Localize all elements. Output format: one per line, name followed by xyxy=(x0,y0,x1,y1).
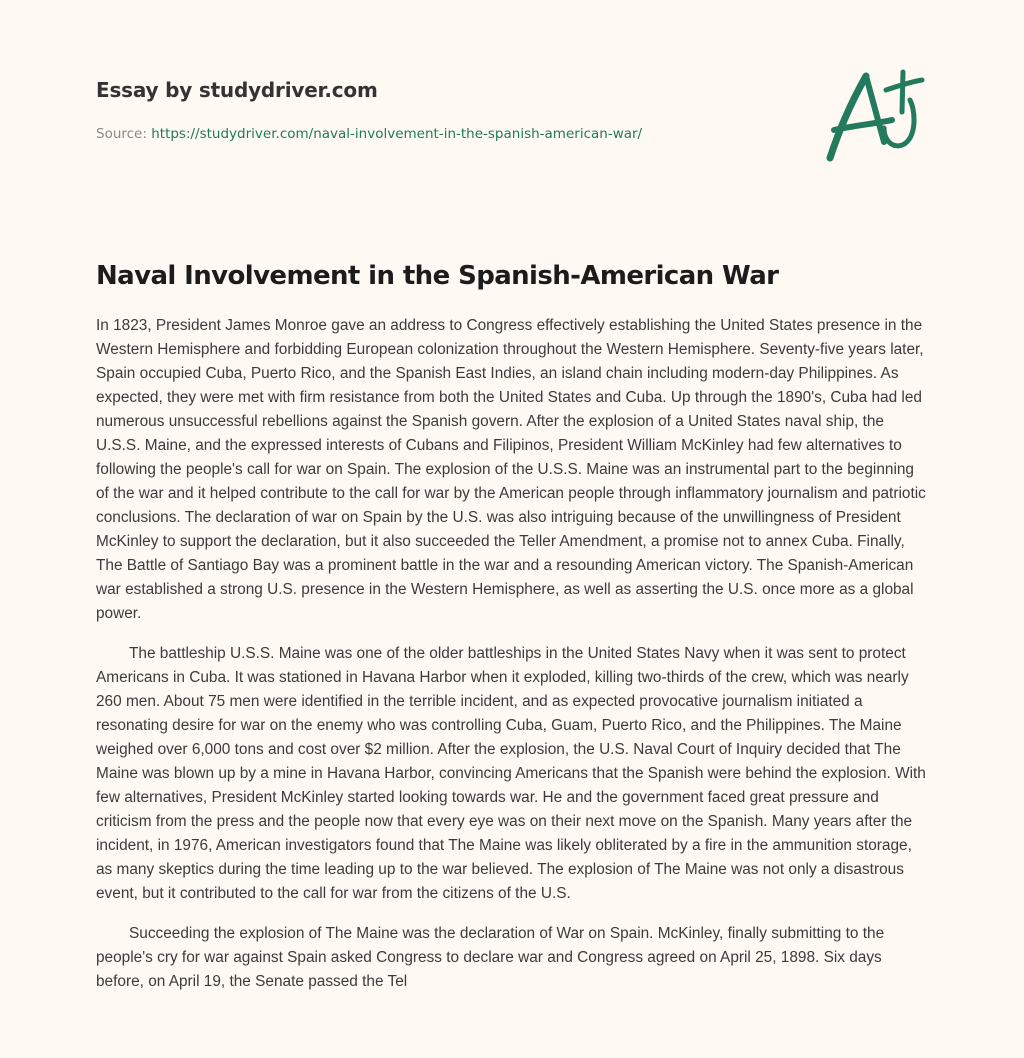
source-link[interactable]: https://studydriver.com/naval-involvement-in-the-spanish-american-war/ xyxy=(151,126,643,142)
paragraph-1: In 1823, President James Monroe gave an address to Congress effectively establishing the United States presence in the Western Hemisphere and forbidding European colonization throughout the Western Hemisphere. Seventy-five years later, Spain occupied Cuba, Puerto Rico, and the Spanish East Indies, an island chain including modern-day Philippines. As expected, they were met with firm resistance from both the United States and Cuba. Up through the 1890's, Cuba had led numerous unsuccessful rebellions against the Spanish govern. After the explosion of a United States naval ship, the U.S.S. Maine, and the expressed interests of Cubans and Filipinos, President William McKinley had few alternatives to following the people's call for war on Spain. The explosion of the U.S.S. Maine was an instrumental part to the beginning of the war and it helped contribute to the call for war by the American people through inflammatory journalism and patriotic conclusions. The declaration of war on Spain by the U.S. was also intriguing because of the unwillingness of President McKinley to support the declaration, but it also succeeded the Teller Amendment, a promise not to annex Cuba. Finally, The Battle of Santiago Bay was a prominent battle in the war and a resounding American victory. The Spanish-American war established a strong U.S. presence in the Western Hemisphere, as well as asserting the U.S. once more as a global power. xyxy=(96,317,926,622)
paragraph-2: The battleship U.S.S. Maine was one of the older battleships in the United States Navy when it was sent to protect Americans in Cuba. It was stationed in Havana Harbor when it exploded, killing two-thirds of the crew, which was nearly 260 men. About 75 men were identified in the terrible incident, and as expected provocative journalism initiated a resonating desire for war on the enemy who was controlling Cuba, Guam, Puerto Rico, and the Philippines. The Maine weighed over 6,000 tons and cost over $2 million. After the explosion, the U.S. Naval Court of Inquiry decided that The Maine was blown up by a mine in Havana Harbor, convincing Americans that the Spanish were behind the explosion. With few alternatives, President McKinley started looking towards war. He and the government faced great pressure and criticism from the press and the people now that every eye was on their next move on the Spanish. Many years after the incident, in 1976, American investigators found that The Maine was likely obliterated by a fire in the ammunition storage, as many skeptics during the time leading up to the war believed. The explosion of The Maine was not only a disastrous event, but it contributed to the call for war from the citizens of the U.S. xyxy=(96,645,926,902)
source-label: Source: xyxy=(96,126,152,142)
site-title: Essay by studydriver.com xyxy=(96,78,378,102)
source-line xyxy=(96,125,796,143)
paragraph-3: Succeeding the explosion of The Maine was the declaration of War on Spain. McKinley, finally submitting to the people's cry for war against Spain asked Congress to declare war and Congress agreed on April 25, 1898. Six days before, on April 19, the Senate passed the Tel xyxy=(96,925,885,990)
article-title: Naval Involvement in the Spanish-American War xyxy=(96,261,779,291)
a-plus-grade-icon xyxy=(822,68,928,164)
page-header xyxy=(96,76,796,143)
article-body xyxy=(96,314,930,1010)
